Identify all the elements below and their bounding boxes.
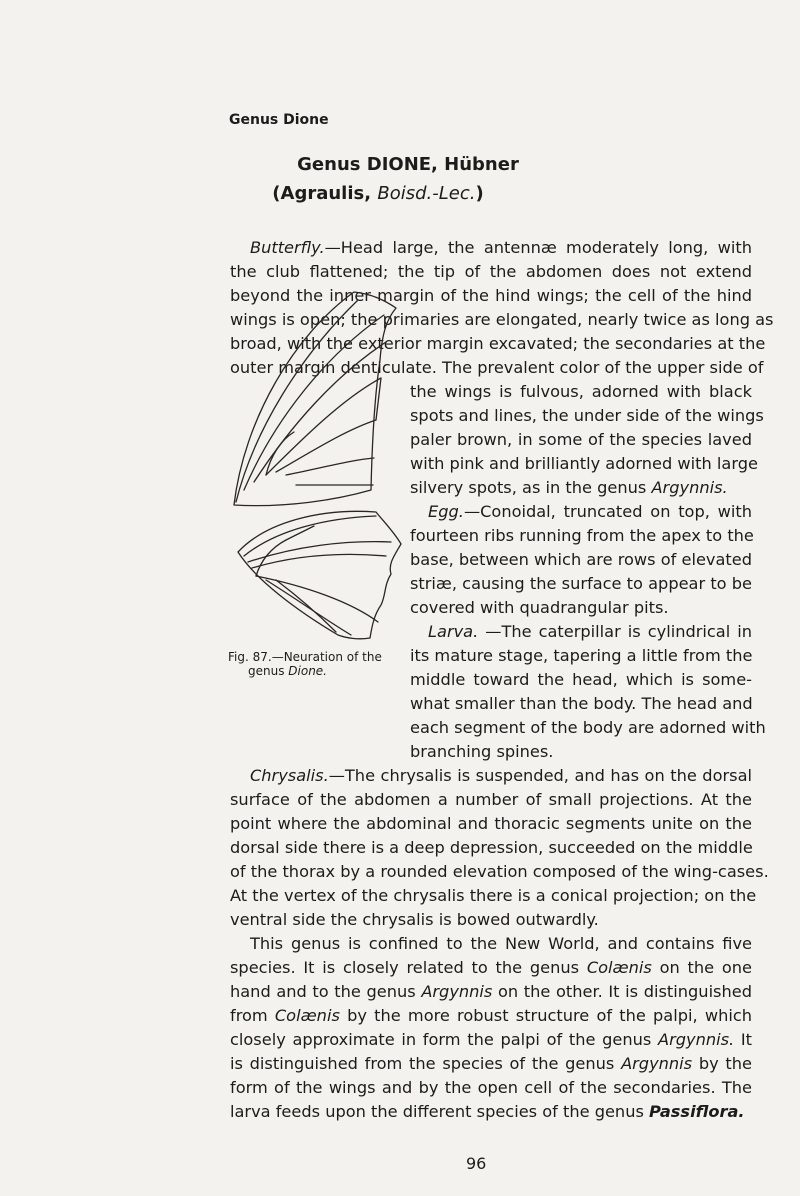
paragraph-line: species. It is closely related to the genus Colænis on the one (230, 958, 752, 977)
paragraph-line: hand and to the genus Argynnis on the other. It is distinguished (230, 982, 752, 1001)
paragraph-line: base, between which are rows of elevated (410, 550, 752, 569)
larva-label: Larva. (428, 622, 479, 641)
paragraph-line: Egg.—Conoidal, truncated on top, with (428, 502, 752, 521)
hindwing (238, 511, 401, 638)
paragraph-line: At the vertex of the chrysalis there is a conical projection; on the (230, 886, 757, 905)
paragraph-line: Chrysalis.—The chrysalis is suspended, and has on the dorsal (250, 766, 752, 785)
paragraph-line: paler brown, in some of the species laved (410, 430, 752, 449)
page-number: 96 (466, 1154, 487, 1173)
paragraph-line: Larva. —The caterpillar is cylindrical in (428, 622, 752, 641)
paragraph-line: is distinguished from the species of the genus Argynnis by the (230, 1054, 752, 1073)
figure-caption-line1: Fig. 87.—Neuration of the (228, 650, 382, 664)
genus-synonym: (Agraulis, Boisd.-Lec.) (272, 183, 484, 204)
paragraph-line: each segment of the body are adorned with (410, 718, 766, 737)
figure-caption-line2: genus Dione. (248, 664, 327, 678)
forewing (234, 292, 396, 506)
chrysalis-label: Chrysalis. (250, 766, 329, 785)
paragraph-line: of the thorax by a rounded elevation composed of the wing-cases. (230, 862, 769, 881)
paragraph-line: middle toward the head, which is some- (410, 670, 752, 689)
paragraph-line: from Colænis by the more robust structure of the palpi, which (230, 1006, 752, 1025)
wing-neuration-figure (226, 260, 406, 648)
paragraph-line: the club flattened; the tip of the abdomen does not extend (230, 262, 752, 281)
egg-label: Egg. (428, 502, 464, 521)
paragraph-line: ventral side the chrysalis is bowed outwardly. (230, 910, 599, 929)
paragraph-line: silvery spots, as in the genus Argynnis. (410, 478, 728, 497)
paragraph-line: larva feeds upon the different species of the genus Passiflora. (230, 1102, 745, 1121)
paragraph-line: Butterfly.—Head large, the antennæ moderately long, with (250, 238, 752, 257)
running-head: Genus Dione (229, 112, 329, 128)
paragraph-line: broad, with the exterior margin excavated; the secondaries at the (230, 334, 766, 353)
paragraph-line: the wings is fulvous, adorned with black (410, 382, 752, 401)
paragraph-line: branching spines. (410, 742, 554, 761)
paragraph-line: outer margin denticulate. The prevalent color of the upper side of (230, 358, 764, 377)
paragraph-line: wings is open; the primaries are elongated, nearly twice as long as (230, 310, 774, 329)
paragraph-line: striæ, causing the surface to appear to be (410, 574, 752, 593)
paragraph-line: covered with quadrangular pits. (410, 598, 669, 617)
paragraph-line: with pink and brilliantly adorned with large (410, 454, 758, 473)
butterfly-label: Butterfly. (250, 238, 325, 257)
paragraph-line: fourteen ribs running from the apex to the (410, 526, 754, 545)
paragraph-line: spots and lines, the under side of the wings (410, 406, 764, 425)
paragraph-line: This genus is confined to the New World, and contains five (250, 934, 752, 953)
paragraph-line: form of the wings and by the open cell of the secondaries. The (230, 1078, 752, 1097)
paragraph-line: what smaller than the body. The head and (410, 694, 753, 713)
paragraph-line: beyond the inner margin of the hind wings; the cell of the hind (230, 286, 752, 305)
paragraph-line: surface of the abdomen a number of small projections. At the (230, 790, 752, 809)
paragraph-line: closely approximate in form the palpi of the genus Argynnis. It (230, 1030, 752, 1049)
genus-title: Genus DIONE, Hübner (297, 154, 519, 175)
paragraph-line: its mature stage, tapering a little from the (410, 646, 753, 665)
paragraph-line: point where the abdominal and thoracic segments unite on the (230, 814, 752, 833)
paragraph-line: dorsal side there is a deep depression, succeeded on the middle (230, 838, 753, 857)
